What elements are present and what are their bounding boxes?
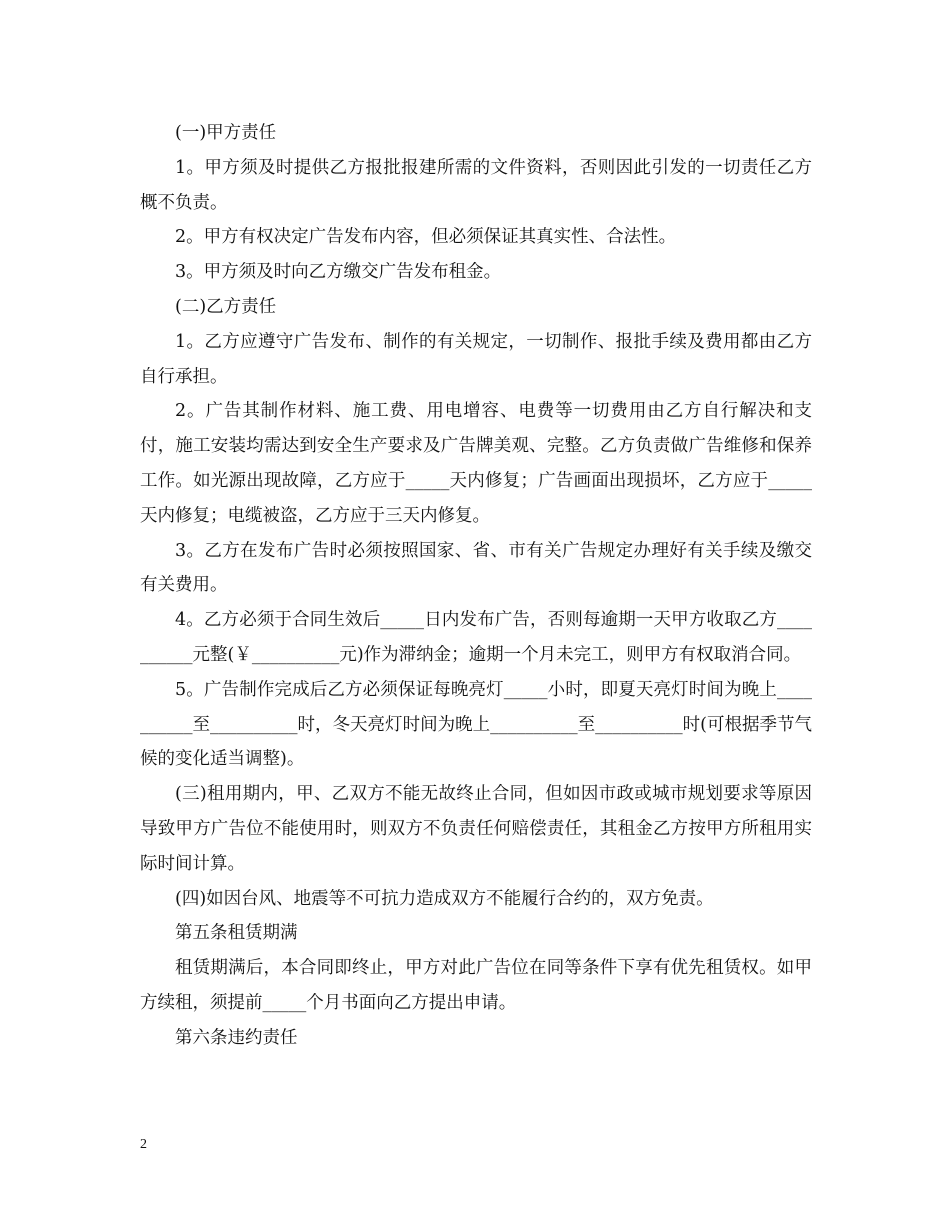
section-heading-party-b: (二)乙方责任 [175,296,277,317]
paragraph: 租赁期满后，本合同即终止，甲方对此广告位在同等条件下享有优先租赁权。如甲方续租，须提前_____个月书面向乙方提出申请。 [140,958,812,1013]
article-heading-liability: 第六条违约责任 [175,1027,298,1048]
paragraph: 5。广告制作完成后乙方必须保证每晚亮灯_____小时，即夏天亮灯时间为晚上__________至__________时，冬天亮灯时间为晚上__________至__________时(可根据季节气候的变化适当调整)。 [140,679,812,770]
paragraph: (三)租用期内，甲、乙双方不能无故终止合同，但如因市政或城市规划要求等原因导致甲方广告位不能使用时，则双方不负责任何赔偿责任，其租金乙方按甲方所租用实际时间计算。 [140,784,812,874]
paragraph: 1。乙方应遵守广告发布、制作的有关规定，一切制作、报批手续及费用都由乙方自行承担。 [140,331,812,387]
paragraph: 2。广告其制作材料、施工费、用电增容、电费等一切费用由乙方自行解决和支付，施工安装均需达到安全生产要求及广告牌美观、完整。乙方负责做广告维修和保养工作。如光源出现故障，乙方应于_____天内修复；广告画面出现损坏，乙方应于_____天内修复；电缆被盗，乙方应于三天内修复。 [140,401,812,526]
paragraph: 4。乙方必须于合同生效后_____日内发布广告，否则每逾期一天甲方收取乙方__________元整(￥__________元)作为滞纳金；逾期一个月未完工，则甲方有权取消合同。 [140,610,812,665]
article-heading-lease-expiry: 第五条租赁期满 [175,923,298,944]
paragraph: 3。甲方须及时向乙方缴交广告发布租金。 [175,262,502,283]
paragraph: 1。甲方须及时提供乙方报批报建所需的文件资料，否则因此引发的一切责任乙方概不负责。 [140,157,812,213]
page-number: 2 [140,1137,147,1152]
section-heading-party-a: (一)甲方责任 [175,123,277,143]
paragraph: (四)如因台风、地震等不可抗力造成双方不能履行合约的，双方免责。 [175,888,714,909]
paragraph: 2。甲方有权决定广告发布内容，但必须保证其真实性、合法性。 [175,227,677,248]
paragraph: 3。乙方在发布广告时必须按照国家、省、市有关广告规定办理好有关手续及缴交有关费用。 [140,540,812,596]
document-body [140,116,812,1056]
